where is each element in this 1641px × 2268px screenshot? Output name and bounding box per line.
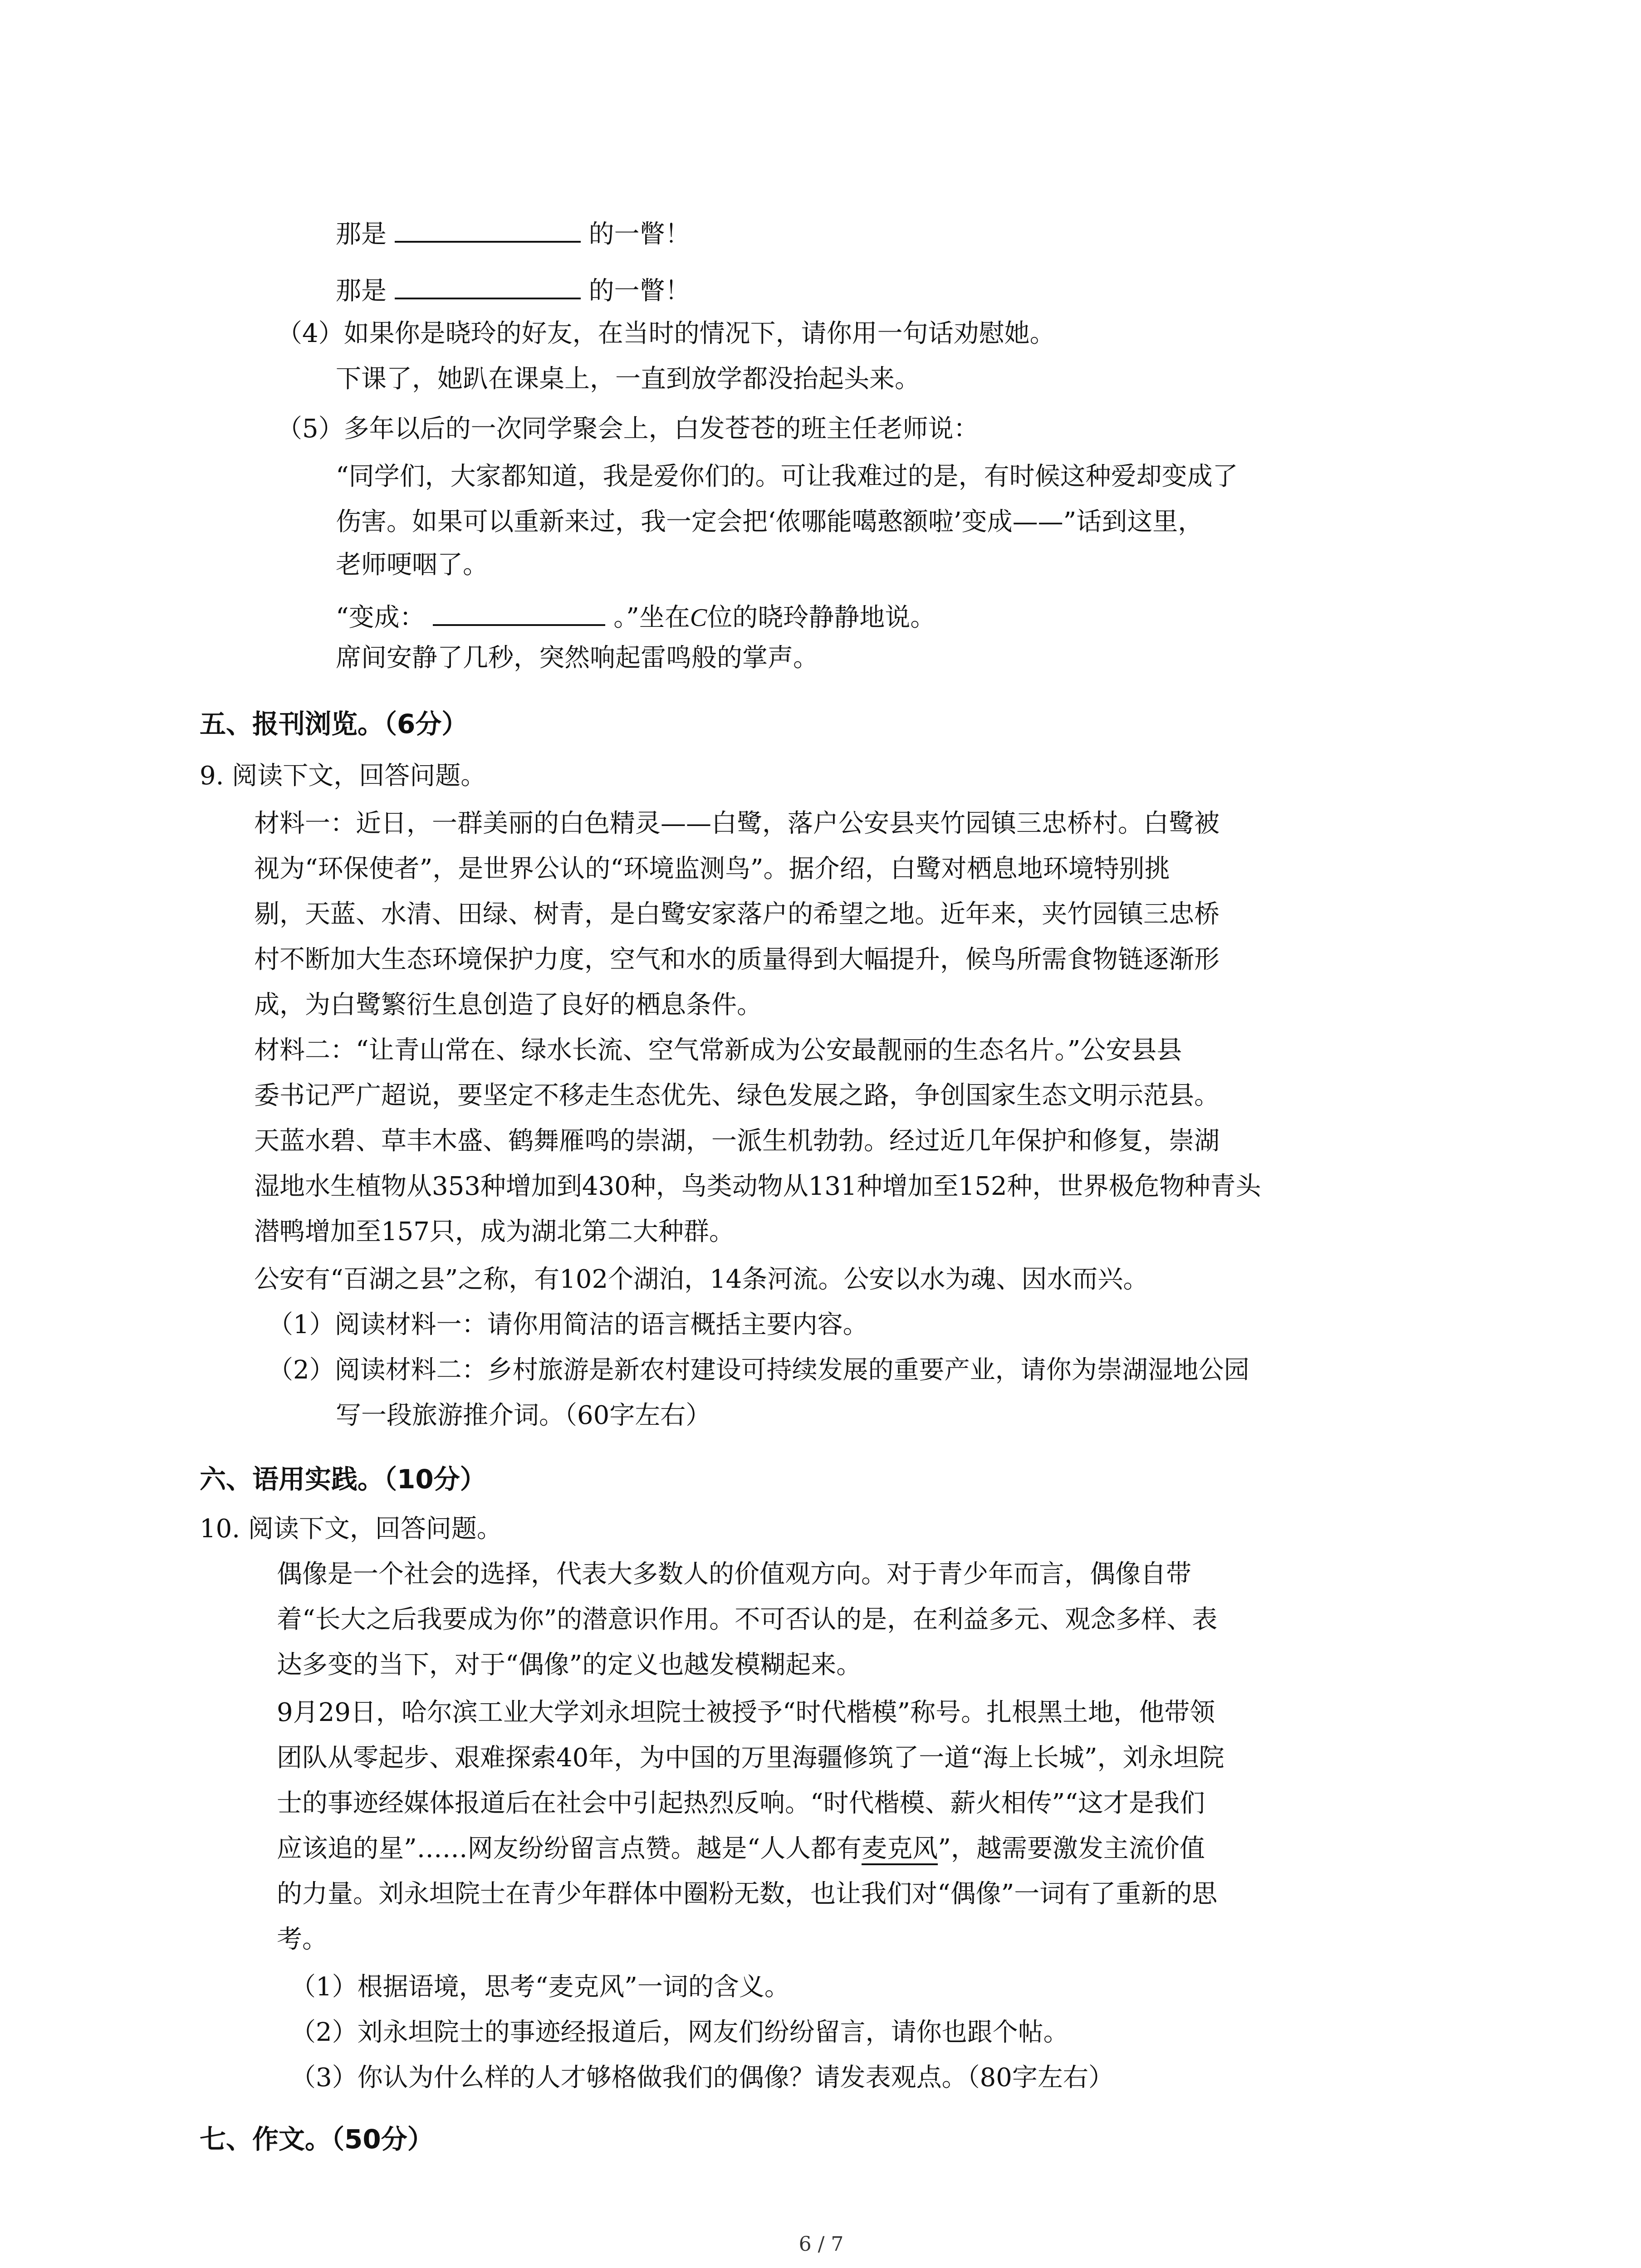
passage-line: 团队从零起步、艰难探索40年，为中国的万里海疆修筑了一道“海上长城”，刘永坦院 bbox=[277, 1743, 1225, 1773]
material-2-line: 委书记严广超说，要坚定不移走生态优先、绿色发展之路，争创国家生态文明示范县。 bbox=[254, 1081, 1220, 1110]
fill-line-suffix: 的一瞥！ bbox=[588, 276, 691, 306]
fill-line-suffix: 的一瞥！ bbox=[588, 220, 691, 249]
passage-text: ”，越需要激发主流价值 bbox=[938, 1834, 1205, 1863]
fill-line-2 bbox=[336, 272, 691, 308]
q10-sub-3: （3）你认为什么样的人才够格做我们的偶像？请发表观点。（80字左右） bbox=[290, 2063, 1114, 2092]
fill-line-prefix: 那是 bbox=[336, 276, 387, 306]
material-2-line: 公安有“百湖之县”之称，有102个湖泊，14条河流。公安以水为魂、因水而兴。 bbox=[254, 1265, 1149, 1294]
material-1-line: 材料一：近日，一群美丽的白色精灵——白鹭，落户公安县夹竹园镇三忠桥村。白鹭被 bbox=[254, 809, 1220, 838]
q5-change-line bbox=[336, 599, 936, 634]
q9-sub-2-cont: 写一段旅游推介词。（60字左右） bbox=[336, 1401, 711, 1430]
material-1-line: 村不断加大生态环境保护力度，空气和水的质量得到大幅提升，候鸟所需食物链逐渐形 bbox=[254, 945, 1220, 974]
underlined-term: 麦克风 bbox=[862, 1834, 938, 1865]
material-1-line: 成，为白鹭繁衍生息创造了良好的栖息条件。 bbox=[254, 990, 762, 1020]
material-1-line: 剔，天蓝、水清、田绿、树青，是白鹭安家落户的希望之地。近年来，夹竹园镇三忠桥 bbox=[254, 899, 1220, 929]
fill-line-1 bbox=[336, 215, 691, 251]
passage-line: 偶像是一个社会的选择，代表大多数人的价值观方向。对于青少年而言，偶像自带 bbox=[277, 1559, 1191, 1589]
question-9: 9. 阅读下文，回答问题。 bbox=[200, 761, 486, 791]
change-suffix: 位的晓玲静静地说。 bbox=[707, 603, 936, 632]
answer-blank[interactable] bbox=[433, 599, 605, 626]
passage-line: 9月29日，哈尔滨工业大学刘永坦院士被授予“时代楷模”称号。扎根黑土地，他带领 bbox=[277, 1698, 1215, 1727]
q4-prompt: （4）如果你是晓玲的好友，在当时的情况下，请你用一句话劝慰她。 bbox=[277, 319, 1055, 348]
passage-line: 士的事迹经媒体报道后在社会中引起热烈反响。“时代楷模、薪火相传”“这才是我们 bbox=[277, 1789, 1205, 1818]
answer-blank[interactable] bbox=[395, 272, 581, 299]
question-10: 10. 阅读下文，回答问题。 bbox=[200, 1514, 502, 1544]
section-heading: 五、报刊浏览。（6分） bbox=[200, 709, 468, 739]
q9-sub-2: （2）阅读材料二：乡村旅游是新农村建设可持续发展的重要产业，请你为崇湖湿地公园 bbox=[268, 1355, 1249, 1385]
q5-prompt: （5）多年以后的一次同学聚会上，白发苍苍的班主任老师说： bbox=[277, 414, 979, 444]
material-1-line: 视为“环保使者”，是世界公认的“环境监测鸟”。据介绍，白鹭对栖息地环境特别挑 bbox=[254, 854, 1170, 884]
passage-line: 达多变的当下，对于“偶像”的定义也越发模糊起来。 bbox=[277, 1650, 862, 1680]
q9-sub-1: （1）阅读材料一：请你用简洁的语言概括主要内容。 bbox=[268, 1310, 868, 1339]
q5-line: 老师哽咽了。 bbox=[336, 550, 488, 580]
section-heading: 七、作文。（50分） bbox=[200, 2124, 434, 2155]
seat-letter: C bbox=[690, 604, 707, 632]
answer-blank[interactable] bbox=[395, 215, 581, 243]
material-2-line: 潜鸭增加至157只，成为湖北第二大种群。 bbox=[254, 1217, 735, 1246]
passage-line: 的力量。刘永坦院士在青少年群体中圈粉无数，也让我们对“偶像”一词有了重新的思 bbox=[277, 1879, 1218, 1909]
passage-line: 考。 bbox=[277, 1925, 328, 1954]
q5-line: 伤害。如果可以重新来过，我一定会把‘侬哪能噶憨额啦’变成——”话到这里， bbox=[336, 507, 1204, 537]
q5-line: “同学们，大家都知道，我是爱你们的。可让我难过的是，有时候这种爱却变成了 bbox=[336, 462, 1238, 491]
material-2-line: 材料二：“让青山常在、绿水长流、空气常新成为公安最靓丽的生态名片。”公安县县 bbox=[254, 1036, 1182, 1065]
q10-sub-1: （1）根据语境，思考“麦克风”一词的含义。 bbox=[290, 1972, 790, 2002]
fill-line-prefix: 那是 bbox=[336, 220, 387, 249]
q10-sub-2: （2）刘永坦院士的事迹经报道后，网友们纷纷留言，请你也跟个帖。 bbox=[290, 2018, 1069, 2047]
change-prefix: “变成： bbox=[336, 603, 425, 632]
material-2-line: 天蓝水碧、草丰木盛、鹤舞雁鸣的崇湖，一派生机勃勃。经过近几年保护和修复，崇湖 bbox=[254, 1126, 1220, 1156]
passage-line bbox=[277, 1833, 1205, 1865]
q4-context: 下课了，她趴在课桌上，一直到放学都没抬起头来。 bbox=[336, 364, 920, 394]
material-2-line: 湿地水生植物从353种增加到430种，鸟类动物从131种增加至152种，世界极危物种青头 bbox=[254, 1172, 1261, 1201]
passage-line: 着“长大之后我要成为你”的潜意识作用。不可否认的是，在利益多元、观念多样、表 bbox=[277, 1605, 1218, 1634]
passage-text: 应该追的星”……网友纷纷留言点赞。越是“人人都有 bbox=[277, 1834, 862, 1863]
q5-ending: 席间安静了几秒，突然响起雷鸣般的掌声。 bbox=[336, 643, 818, 673]
page-number: 6 / 7 bbox=[798, 2233, 844, 2256]
change-mid: 。”坐在 bbox=[613, 603, 690, 632]
section-heading: 六、语用实践。（10分） bbox=[200, 1464, 486, 1495]
